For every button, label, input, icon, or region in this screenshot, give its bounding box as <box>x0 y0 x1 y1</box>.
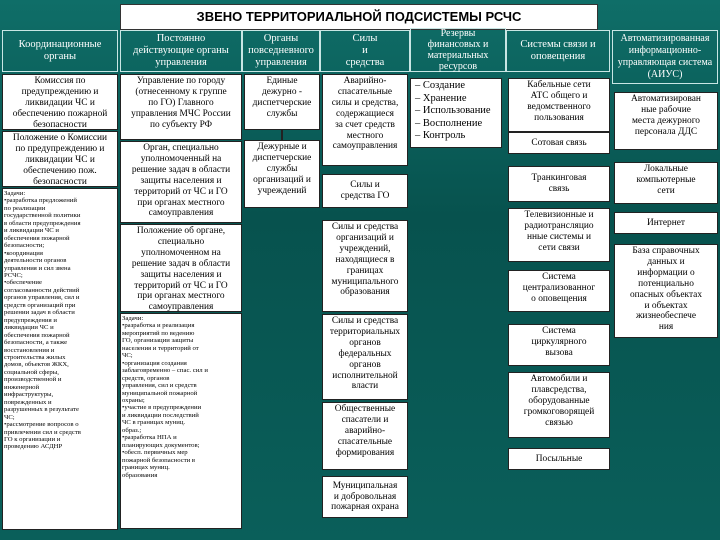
header-permanent-management: Постоянно действующие органы управления <box>120 30 242 72</box>
comm-trunking: Транкинговая связь <box>508 166 610 202</box>
aius-workstations: Автоматизирован ные рабочие места дежурного персонала ДДС <box>614 92 718 150</box>
comm-cable-networks: Кабельные сети АТС общего и ведомственного пользования <box>508 78 610 132</box>
comm-vehicles-loudspeaker: Автомобили и плавсредства, оборудованные громкоговорящей связью <box>508 372 610 438</box>
coordination-tasks: Задачи: •разработка предложений по реализации государственной политики в области предупреждения и ликвидации ЧС и обеспечения пожарной безопасности; •координация деятельности органов управления и сил звена РСЧС; •обеспечение согласованности действий органов управления, сил и средств организаций при решении задач в области предупреждения и ликвидации ЧС и обеспечения пожарной безопасности, а также восстановления и строительства жилых домов, объектов ЖКХ, социальной сферы, производственной и инженерной инфраструктуры, поврежденных и разрушенных в результате ЧС; •рассмотрение вопросов о привлечении сил и средств ГО к организации и проведению АСДНР <box>2 188 118 530</box>
comm-tv-radio: Телевизионные и радиотрансляцио нные системы и сети связи <box>508 208 610 262</box>
forces-public-rescuers: Общественные спасатели и аварийно- спасательные формирования <box>322 402 408 470</box>
forces-fire-protection: Муниципальная и добровольная пожарная охрана <box>322 476 408 518</box>
mgmt-department-box: Управление по городу (отнесенному к группе по ГО) Главного управления МЧС России по субъекту РФ <box>120 74 242 140</box>
header-reserves: Резервы финансовых и материальных ресурсов <box>410 28 506 72</box>
header-daily-management: Органы повседневного управления <box>242 30 320 72</box>
comm-centralized-alert: Система централизованног о оповещения <box>508 270 610 312</box>
daily-organization-dispatch: Дежурные и диспетчерские службы организаций и учреждений <box>244 140 320 208</box>
comm-cellular: Сотовая связь <box>508 132 610 154</box>
coordination-commission: Комиссия по предупреждению и ликвидации ЧС и обеспечению пожарной безопасности <box>2 74 118 130</box>
header-forces-means: Силы и средства <box>320 30 410 72</box>
forces-emergency-rescue: Аварийно- спасательные силы и средства, содержащиеся за счет средств местного самоуправления <box>322 74 408 166</box>
comm-circular-call: Система циркулярного вызова <box>508 324 610 366</box>
header-communication-systems: Системы связи и оповещения <box>506 30 610 72</box>
aius-local-networks: Локальные компьютерные сети <box>614 162 718 204</box>
mgmt-tasks: Задачи: •разработка и реализация мероприятий по ведению ГО, организации защиты населения и территорий от ЧС; •организация создания заблаговременно – спас. сил и средств, органов управления, сил и средств муниципальной пожарной охраны; •участие в предупреждении и ликвидации последствий ЧС в границах муниц. образ.; •разработка НПА и планирующих документов; •обесп. первичных мер пожарной безопасности в границах муниц. образования <box>120 313 242 529</box>
forces-civil-defense: Силы и средства ГО <box>322 174 408 208</box>
daily-unified-dispatch: Единые дежурно - диспетчерские службы <box>244 74 320 130</box>
comm-messengers: Посыльные <box>508 448 610 470</box>
connector-line <box>281 130 283 140</box>
mgmt-body-regulation: Положение об органе, специально уполномоченном на решение задач в области защиты населения и территорий от ЧС и ГО при органах местного самоуправления <box>120 224 242 312</box>
reserves-actions-list: – Создание – Хранение – Использование – Восполнение – Контроль <box>410 78 502 148</box>
aius-reference-database: База справочных данных и информации о потенциально опасных объектах и объектах жизнеобеспече ния <box>614 244 718 338</box>
page-title: ЗВЕНО ТЕРРИТОРИАЛЬНОЙ ПОДСИСТЕМЫ РСЧС <box>120 4 598 30</box>
coordination-commission-regulation: Положение о Комиссии по предупреждению и ликвидации ЧС и обеспечению пож. безопасности <box>2 131 118 187</box>
forces-federal-territorial: Силы и средства территориальных органов федеральных органов исполнительной власти <box>322 314 408 400</box>
aius-internet: Интернет <box>614 212 718 234</box>
header-coordination-bodies: Координационные органы <box>2 30 118 72</box>
mgmt-authorized-body: Орган, специально уполномоченный на решение задач в области защиты населения и территорий от ЧС и ГО при органах местного самоуправления <box>120 141 242 223</box>
forces-organizations: Силы и средства организаций и учреждений, находящиеся в границах муниципального образования <box>322 220 408 312</box>
header-aius: Автоматизированная информационно- управляющая система (АИУС) <box>612 30 718 84</box>
